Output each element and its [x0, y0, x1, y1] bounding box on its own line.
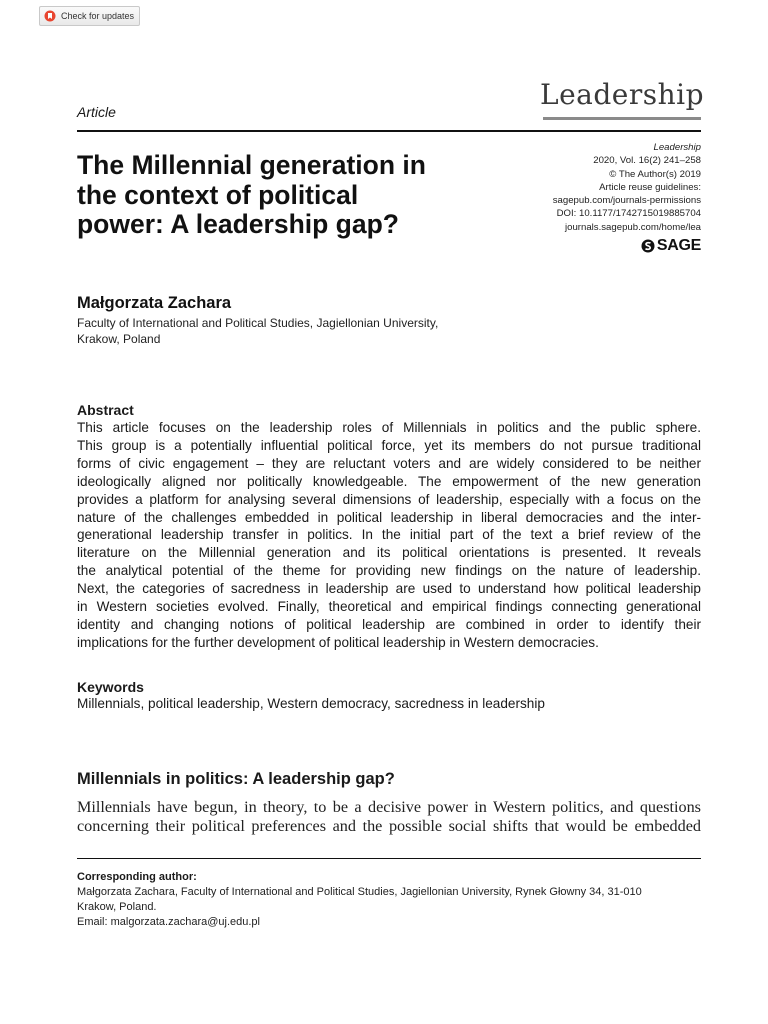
abstract-line: This article focuses on the leadership roles of Millennials in politics and the public sphere. — [77, 420, 701, 435]
corresponding-author-email[interactable]: Email: malgorzata.zachara@uj.edu.pl — [77, 916, 260, 928]
meta-journal-link[interactable]: journals.sagepub.com/home/lea — [565, 221, 701, 233]
publication-metadata — [470, 141, 701, 234]
journal-logo: Leadership — [540, 78, 705, 111]
corresponding-author-details — [77, 885, 701, 930]
article-type-label: Article — [77, 104, 116, 120]
footer-divider — [77, 858, 701, 859]
meta-reuse-label: Article reuse guidelines: — [599, 181, 701, 193]
abstract-line: the analytical potential of the theme for providing new findings on the nature of leadership. — [77, 563, 701, 579]
corresponding-author-label: Corresponding author: — [77, 871, 197, 883]
abstract-heading: Abstract — [77, 402, 134, 418]
abstract-line: generational leadership transfer in politics. In the initial part of the text a brief review of the — [77, 527, 701, 543]
logo-underline — [543, 117, 701, 120]
author-affiliation — [77, 315, 497, 347]
publisher-logo — [600, 236, 701, 256]
check-for-updates-button[interactable] — [39, 6, 140, 26]
body-line: Millennials have begun, in theory, to be a decisive power in Western politics, and questions — [77, 798, 701, 816]
corresponding-author-address: Małgorzata Zachara, Faculty of International and Political Studies, Jagiellonian University, Rynek Głowny 34, 31-010 — [77, 886, 642, 898]
abstract-line: provides a platform for analysing several dimensions of leadership, especially with a focus on the — [77, 491, 701, 507]
abstract-text — [77, 419, 701, 652]
affiliation-line: Faculty of International and Political Studies, Jagiellonian University, — [77, 316, 439, 330]
body-paragraph — [77, 798, 701, 835]
section-heading: Millennials in politics: A leadership gap? — [77, 770, 395, 788]
abstract-line: This group is a potentially influential political force, yet its members do not pursue traditional — [77, 437, 701, 453]
meta-copyright: © The Author(s) 2019 — [609, 168, 701, 180]
sage-emblem-icon — [641, 239, 655, 253]
corresponding-author-city: Krakow, Poland. — [77, 901, 157, 913]
abstract-line: in Western societies evolved. Finally, theoretical and empirical findings connecting generational — [77, 599, 701, 615]
abstract-line: ideologically aligned nor politically knowledgeable. The empowerment of the new generation — [77, 473, 701, 489]
abstract-line: identity and changing notions of political leadership are combined in order to identify their — [77, 616, 701, 632]
keywords-heading: Keywords — [77, 679, 144, 695]
article-title: The Millennial generation in the context of political power: A leadership gap? — [77, 150, 426, 239]
abstract-line: forms of civic engagement – they are reluctant voters and are widely considered to be neither — [77, 455, 701, 471]
affiliation-line: Krakow, Poland — [77, 332, 161, 346]
publisher-name: SAGE — [656, 237, 701, 254]
keywords-text: Millennials, political leadership, Western democracy, sacredness in leadership — [77, 696, 545, 711]
bookmark-icon — [44, 10, 56, 22]
header-divider — [77, 130, 701, 132]
abstract-line: nature of the challenges embedded in political leadership in liberal democracies and the inter- — [77, 509, 701, 525]
meta-journal-name: Leadership — [653, 142, 701, 153]
author-name: Małgorzata Zachara — [77, 294, 232, 312]
abstract-line: Next, the categories of sacredness in leadership are used to understand how political leadership — [77, 581, 701, 597]
meta-doi[interactable]: DOI: 10.1177/1742715019885704 — [556, 208, 701, 220]
abstract-line: literature on the Millennial generation and its political orientations is presented. It reveals — [77, 545, 701, 561]
meta-reuse-link[interactable]: sagepub.com/journals-permissions — [552, 195, 701, 207]
body-line: concerning their political preferences and the possible social shifts that would be embedded — [77, 816, 701, 835]
abstract-line: implications for the further development of political leadership in Western democracies. — [77, 634, 599, 650]
check-for-updates-label: Check for updates — [61, 11, 135, 21]
meta-volume: 2020, Vol. 16(2) 241–258 — [593, 155, 701, 167]
